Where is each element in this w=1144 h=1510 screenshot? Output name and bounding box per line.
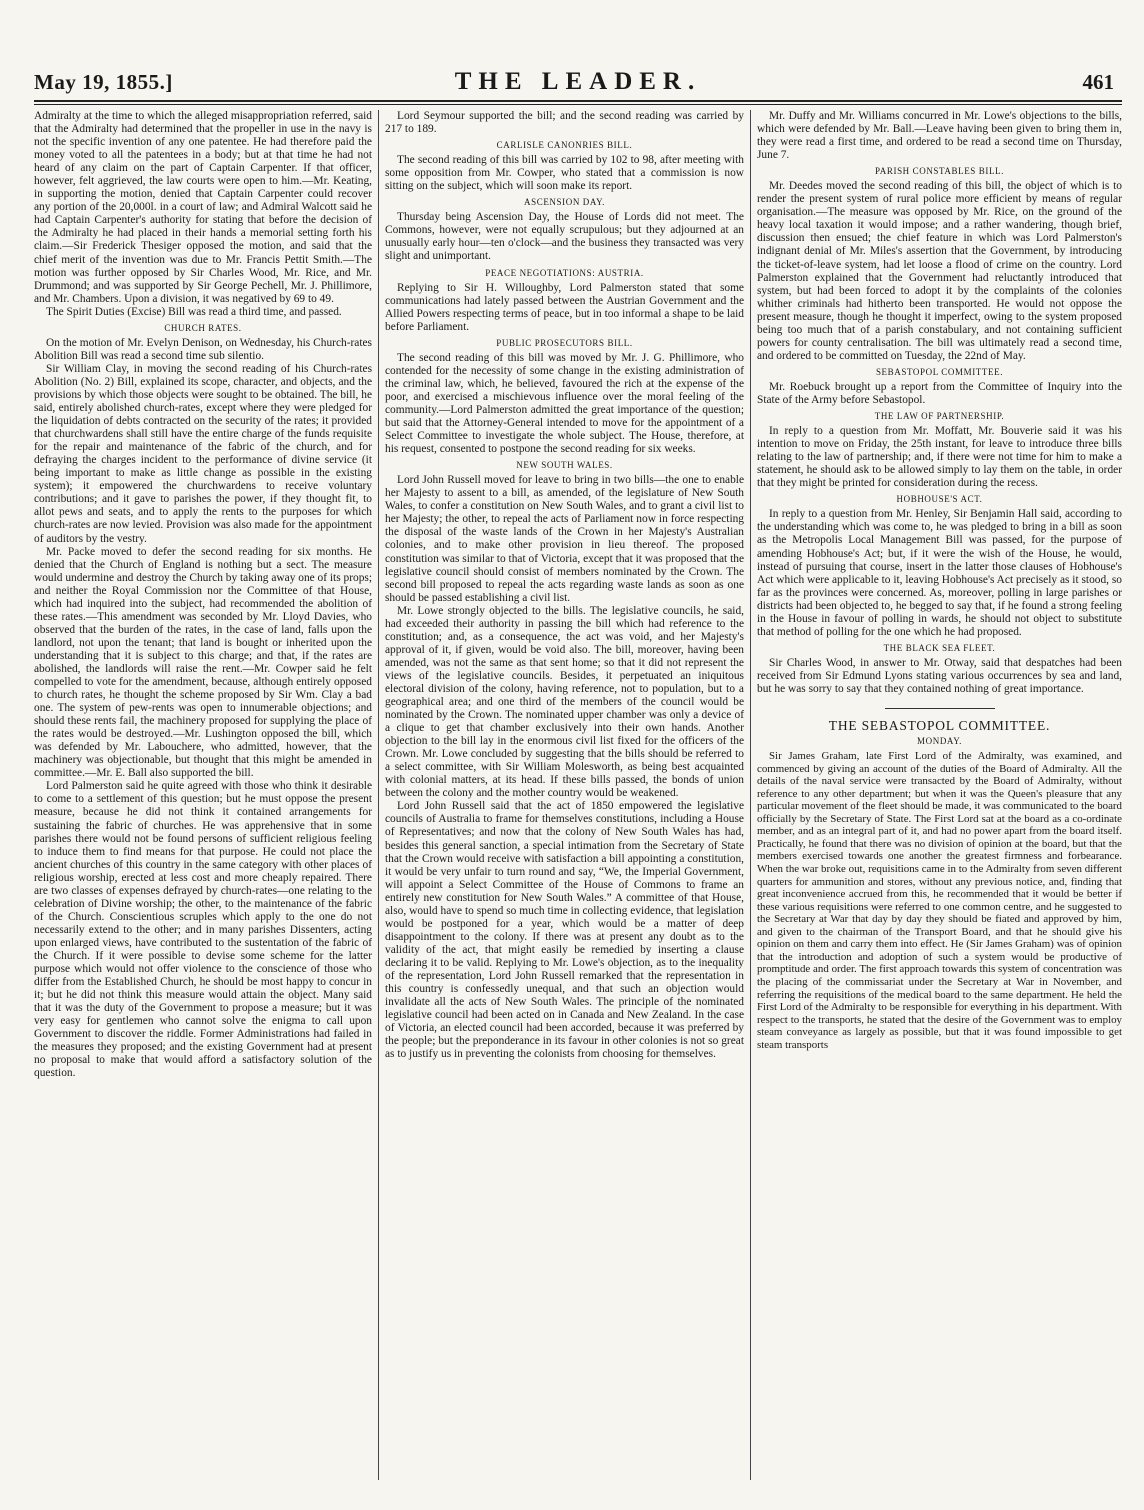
masthead (34, 66, 1122, 100)
paragraph: Lord Palmerston said he quite agreed with those who think it desirable to come to a settlement of this question; but he must oppose the present measure, because he did not think it contained arrangements for sustaining the fabric of churches. He was apprehensive that in some parishes there would not be found persons of sufficient religious feeling to induce them to find means for that purpose. He could not place the ancient churches of this country in the same category with other places of religious worship, erected at less cost and more cheaply repaired. There are two classes of expenses defrayed by church-rates—one relating to the celebration of Divine worship; the other, to the maintenance of the fabric of the Church. Conscientious scruples which apply to the one do not necessarily extend to the other; and in many parishes Dissenters, acting upon enlarged views, have contributed to the sustentation of the fabric of the Church. If it were possible to devise some scheme for the latter purpose which would not offer violence to the conscience of those who differ from the Established Church, he should be most happy to concur in it; but he did not think this measure would attain the object. Many said that it was the duty of the Government to propose a measure; but it was very easy for gentlemen who cannot solve the enigma to call upon Government to discover the riddle. Former Administrations had failed in the measures they proposed; and the existing Government had at present no proposal to make that would afford a satisfactory solution of the question. (34, 780, 372, 1080)
header-rule-thin (34, 104, 1122, 105)
column-3 (750, 110, 1122, 1480)
section-heading: SEBASTOPOL COMMITTEE. (875, 366, 1004, 377)
paragraph: Sir James Graham, late First Lord of the Admiralty, was examined, and commenced by giving an account of the duties of the Board of Admiralty. All the details of the naval service were transacted by the Board of Admiralty, without reference to any other department; but when it was the Queen's pleasure that any particular movement of the fleet should be made, it was communicated to the board officially by the Secretary of State. The First Lord sat at the board as a co-ordinate member, and as an integral part of it, and had no power apart from the board itself. Practically, he found that there was no division of opinion at the board, but that the members exercised towards one another the greatest firmness and forbearance. When the war broke out, requisitions came in to the Admiralty from seven different quarters for ammunition and stores, without any previous notice, and, finding that great inconvenience accrued from this, he recommended that it would be better if these various requisitions were referred to one common centre, and he suggested to the Secretary at War that day by day they should be fiated and approved by him, and given to the chairman of the Transport Board, and that he should give his opinion on them and carry them into effect. He (Sir James Graham) was of opinion that the introduction and adoption of such a system would be productive of promptitude and order. The first approach towards this system of concentration was the placing of the commissariat under the Secretary at War in November, and referring the requisitions of the medical board to the same department. He held the First Lord of the Admiralty to be responsible for everything in his department. With respect to the transports, he stated that the desire of the Government was to employ steam conveyance as largely as possible, but that it was found impossible to get steam transports (757, 750, 1122, 1051)
column-2 (378, 110, 750, 1480)
paragraph: Mr. Packe moved to defer the second reading for six months. He denied that the Church of England is nothing but a sect. The measure would undermine and destroy the Church by taking away one of its props; and neither the Royal Commission nor the Committee of that House, which had inquired into the subject, had recommended the abolition of these rates.—This amendment was seconded by Mr. Lloyd Davies, who observed that the burden of the rates, in the case of land, falls upon the landlord, not upon the tenant; that land is bought or inherited upon the understanding that it is subject to this charge; and that, if the rates are abolished, the landlords will raise the rent.—Mr. Cowper said he felt compelled to vote for the amendment, because, although entirely opposed to church rates, he thought the scheme proposed by Sir Wm. Clay a bad one. The system of pew-rents was open to innumerable objections; and should these rents fail, the machinery proposed for supplying the place of the rates would be destroyed.—Mr. Lushington opposed the bill, which was defended by Mr. Labouchere, who admitted, however, that the machinery was objectionable, but thought that this might be amended in committee.—Mr. E. Ball also supported the bill. (34, 545, 372, 780)
section-divider (885, 708, 995, 709)
section-heading: ASCENSION DAY. (524, 197, 605, 208)
paragraph: Lord Seymour supported the bill; and the second reading was carried by 217 to 189. (385, 110, 744, 136)
paragraph: Mr. Deedes moved the second reading of this bill, the object of which is to render the present system of rural police more efficient by means of regular organisation.—The measure was opposed by Mr. Rice, on the ground of the heavy local taxation it would impose; and a rather wandering, though brief, discussion then ensued; the chief feature in which was Lord Palmerston's indignant denial of Mr. Miles's assertion that the Government, by introducing the ticket-of-leave system, had let loose a flood of crime on the country. Lord Palmerston explained that the Government had reluctantly introduced that system, but had been forced to adopt it by the complaints of the colonies whither criminals had hitherto been transported. He would not oppose the present measure, though he thought it imperfect, owing to the system proposed being too much that of a parish constabulary, and not containing sufficient powers for county centralisation. The bill was ultimately read a second time, and ordered to be committed on Tuesday, the 22nd of May. (757, 180, 1122, 362)
paragraph: Replying to Sir H. Willoughby, Lord Palmerston stated that some communications had lately passed between the Austrian Government and the Allied Powers respecting terms of peace, but in too informal a shape to be laid before Parliament. (385, 281, 744, 333)
section-heading: CARLISLE CANONRIES BILL. (496, 140, 633, 151)
paragraph: Sir Charles Wood, in answer to Mr. Otway, said that despatches had been received from Sir Edmund Lyons stating various occurrences by sea and land, but he was sorry to say that they contained nothing of great importance. (757, 656, 1122, 695)
section-heading: PEACE NEGOTIATIONS: AUSTRIA. (485, 267, 644, 278)
paragraph: Thursday being Ascension Day, the House of Lords did not meet. The Commons, however, were not equally scrupulous; but they adjourned at an unusually early hour—ten o'clock—and the business they transacted was very slight and unimportant. (385, 211, 744, 263)
paragraph: On the motion of Mr. Evelyn Denison, on Wednesday, his Church-rates Abolition Bill was read a second time sub silentio. (34, 336, 372, 362)
paragraph: The second reading of this bill was moved by Mr. J. G. Phillimore, who contended for the necessity of some change in the existing administration of the criminal law, which, he believed, favoured the rich at the expense of the poor, and exercised a mischievous influence over the moral feeling of the community.—Lord Palmerston admitted the great importance of the question; but said that the Attorney-General intended to move for the appointment of a Select Committee to investigate the whole subject. The House, therefore, at his request, consented to postpone the second reading for six weeks. (385, 351, 744, 456)
paragraph: In reply to a question from Mr. Henley, Sir Benjamin Hall said, according to the understanding which was come to, he was pledged to bring in a bill as soon as the Metropolis Local Management Bill was passed, for the purpose of amending Hobhouse's Act; but, if it were the wish of the House, he would, instead of pursuing that course, insert in the latter those clauses of Hobhouse's Act which were applicable to it, leaving Hobhouse's Act precisely as it stood, so far as the provinces were concerned. As, moreover, polling in large parishes or districts had been objected to, he begged to say that, if he found a strong feeling in the House in favour of polling in wards, he should not object to substitute that method of polling for the one which he had proposed. (757, 508, 1122, 638)
section-heading: HOBHOUSE'S ACT. (896, 494, 983, 505)
paragraph: Mr. Roebuck brought up a report from the Committee of Inquiry into the State of the Army before Sebastopol. (757, 380, 1122, 406)
paragraph: Lord John Russell moved for leave to bring in two bills—the one to enable her Majesty to assent to a bill, as amended, of the legislature of New South Wales, to confer a constitution on New South Wales, and to grant a civil list to her Majesty; the other, to repeal the acts of Parliament now in force respecting the disposal of the waste lands of the Crown in her Majesty's Australian colonies, and to make other provision in lieu thereof. The proposed constitution was similar to that of Victoria, except that it was proposed that the legislative council should consist of members nominated by the Crown. The second bill proposed to repeal the acts regarding waste lands as soon as one should be passed establishing a civil list. (385, 474, 744, 604)
paragraph: The second reading of this bill was carried by 102 to 98, after meeting with some opposition from Mr. Cowper, who stated that a commission is now sitting on the subject, which will soon make its report. (385, 154, 744, 193)
section-heading: NEW SOUTH WALES. (516, 460, 613, 471)
paragraph: The Spirit Duties (Excise) Bill was read a third time, and passed. (46, 305, 342, 318)
issue-date: May 19, 1855.] (34, 70, 173, 94)
article-title: THE SEBASTOPOL COMMITTEE. (828, 718, 1051, 734)
paragraph: In reply to a question from Mr. Moffatt, Mr. Bouverie said it was his intention to move on Friday, the 25th instant, for leave to introduce three bills relating to the law of partnership; and, if there were not time for him to make a statement, he should ask to be allowed simply to lay them on the table, in order that they might be printed for consideration during the recess. (757, 425, 1122, 490)
section-heading: THE LAW OF PARTNERSHIP. (874, 411, 1005, 422)
column-1 (34, 110, 378, 1480)
newspaper-title: THE LEADER. (454, 68, 702, 95)
section-heading: PUBLIC PROSECUTORS BILL. (496, 337, 633, 348)
section-heading: MONDAY. (917, 736, 962, 747)
section-heading: THE BLACK SEA FLEET. (883, 642, 996, 653)
paragraph: Mr. Lowe strongly objected to the bills. The legislative councils, he said, had exceeded their authority in passing the bill which had reference to the constitution; and, as a consequence, the act was void, and her Majesty's approval of it, if given, would be void also. The bill, moreover, having been amended, was not the same as that sent home; so that it did not represent the views of the legislative councils. Besides, it perpetuated an iniquitous electoral division of the colony, having reference, not to population, but to a geographical area; and one third of the members of the council would be nominated by the Crown. The nominated upper chamber was only a device of a clique to get that chamber exclusively into their own hands. Another objection to the bill lay in the enormous civil list fixed for the officers of the Crown. Mr. Lowe concluded by suggesting that the bills should be referred to a select committee, with Sir William Molesworth, as being best acquainted with colonial matters, at its head. If these bills passed, the bonds of union between the colony and the mother country would be weakened. (385, 604, 744, 800)
page-number: 461 (1082, 70, 1114, 94)
article-columns (34, 110, 1122, 1480)
paragraph: Admiralty at the time to which the alleged misappropriation referred, said that the Admiralty had determined that the propeller in use in the navy is not the specific invention of any one patentee. He had therefore paid the money voted to all the patentees in a body; but at that time he had not heard of any claim on the part of Captain Carpenter. If that officer, however, felt aggrieved, the law courts were open to him.—Mr. Keating, in supporting the motion, denied that Captain Carpenter could recover any portion of the 20,000l. in a court of law; and Admiral Walcott said he had Captain Carpenter's authority for stating that before the decision of the Admiralty he had placed in their hands a memorial setting forth his claim.—Sir Frederick Thesiger opposed the motion, and said that the chief merit of the invention was due to Mr. Francis Pettit Smith.—The motion was further opposed by Sir Charles Wood, Mr. Rice, and Mr. Drummond; and was supported by Sir George Pechell, Mr. J. Phillimore, and Mr. Chambers. Upon a division, it was negatived by 69 to 49. (34, 110, 372, 305)
section-heading: PARISH CONSTABLES BILL. (874, 166, 1004, 177)
paragraph: Sir William Clay, in moving the second reading of his Church-rates Abolition (No. 2) Bill, explained its scope, character, and objects, and the provisions by which those objects were sought to be obtained. The bill, he said, entirely abolished church-rates, except where they were pledged for the liquidation of debts contracted on the security of the rates; it provided that churchwardens shall still have the entire charge of the funds requisite for the repair and maintenance of the fabric of the church, and for defraying the charges incident to the performance of divine service (it being important to make as little change as possible in the existing system); it empowered the churchwardens to receive voluntary contributions; and it gave to parishes the power, if they thought fit, to allot pews and seats, and to apply the rents to the purposes for which church-rates are now levied. Provision was also made for the appointment of auditors by the vestry. (34, 362, 372, 545)
section-heading: CHURCH RATES. (164, 322, 242, 333)
header-rule (34, 100, 1122, 102)
paragraph: Lord John Russell said that the act of 1850 empowered the legislative councils of Australia to frame for themselves constitutions, including a House of Representatives; and now that the colony of New South Wales has had, besides this general sanction, a special intimation from the Secretary of State that the Crown would receive with satisfaction a bill appointing a constitution, it would be very unfair to turn round and say, “We, the Imperial Government, will appoint a Select Committee of the House of Commons to frame an entirely new constitution for New South Wales.” A committee of that House, also, would have to spend so much time in collecting evidence, that legislation would be postponed for a year, which would be a matter of deep disappointment to the colony. If there was at present any doubt as to the validity of the act, that might easily be remedied by inserting a clause declaring it to be valid. Replying to Mr. Lowe's objection, as to the inequality of the representation, Lord John Russell remarked that the representation in this country is confessedly unequal, and that such an objection would invalidate all the acts of New South Wales. The principle of the nominated legislative council had been acted on in Canada and New Zealand. In the case of Victoria, an elected council had been accorded, because it was preferred by the people; but the preponderance in its favour in other colonies is not so great as to justify us in preventing the colonists from choosing for themselves. (385, 800, 744, 1061)
paragraph: Mr. Duffy and Mr. Williams concurred in Mr. Lowe's objections to the bills, which were defended by Mr. Ball.—Leave having been given to bring them in, they were read a first time, and ordered to be read a second time on Thursday, June 7. (757, 110, 1122, 162)
